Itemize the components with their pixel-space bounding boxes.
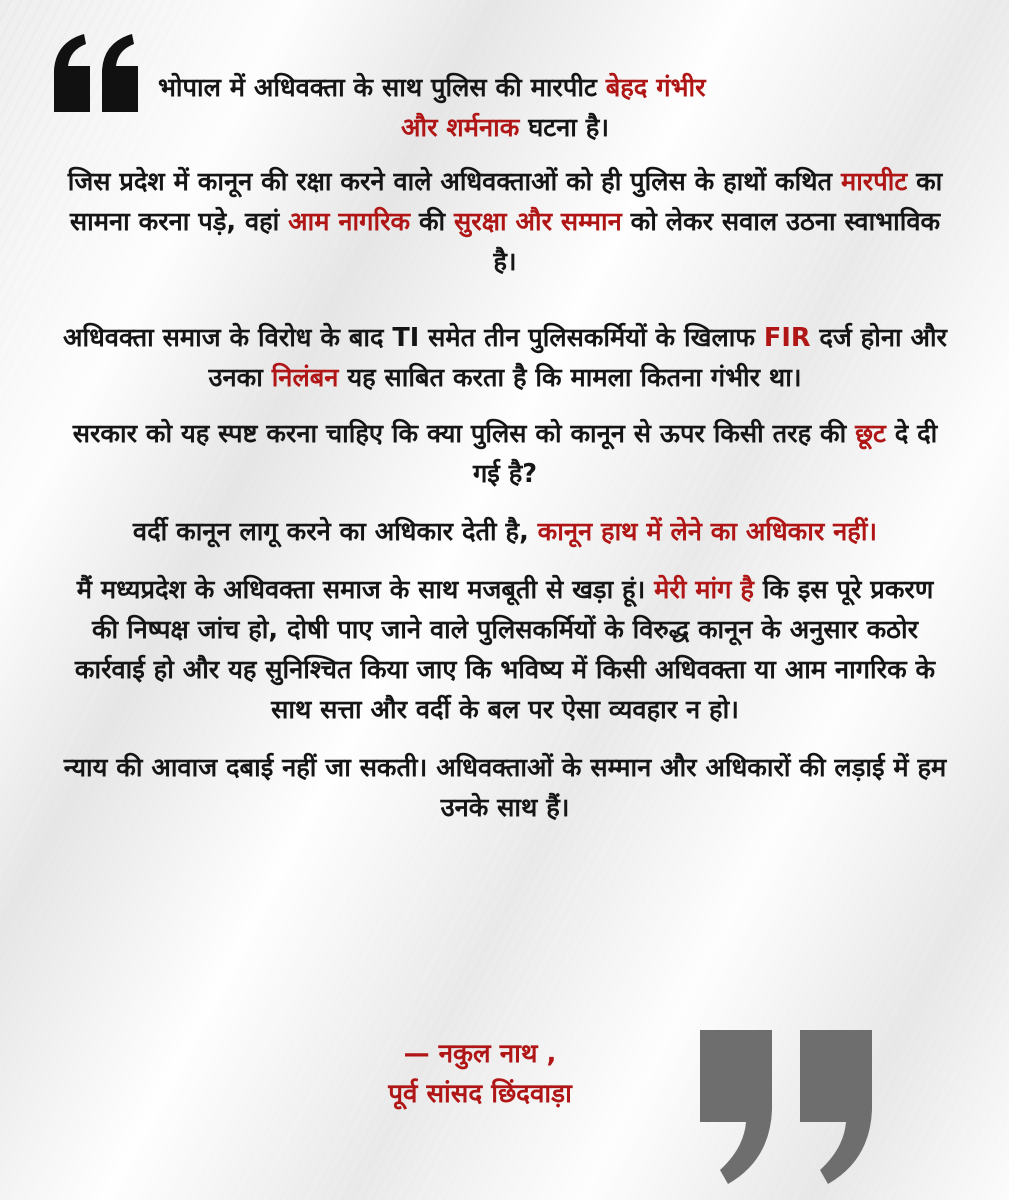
- paragraph-6: मैं मध्यप्रदेश के अधिवक्ता समाज के साथ मजबूती से खड़ा हूं। मेरी मांग है कि इस पूरे प्रकरण की निष्पक्ष जांच हो, दोषी पाए जाने वाले पुलिसकर्मियों के विरुद्ध कानून के अनुसार कठोर कार्रवाई हो और यह सुनिश्चित किया जाए कि भविष्य में किसी अधिवक्ता या आम नागरिक के साथ सत्ता और वर्दी के बल पर ऐसा व्यवहार न हो।: [74, 575, 936, 725]
- paragraph-3: अधिवक्ता समाज के विरोध के बाद TI समेत तीन पुलिसकर्मियों के खिलाफ FIR दर्ज होना और उनका निलंबन यह साबित करता है कि मामला कितना गंभीर था।: [63, 323, 947, 393]
- highlight-immunity: छूट: [855, 419, 886, 449]
- signature-title: पूर्व सांसद छिंदवाड़ा: [388, 1079, 572, 1109]
- paragraph-1: भोपाल में अधिवक्ता के साथ पुलिस की मारपीट बेहद गंभीर और शर्मनाक घटना है।: [158, 73, 706, 143]
- highlight-assault: मारपीट: [840, 167, 908, 197]
- highlight-fir: FIR: [763, 323, 811, 353]
- statement-body: [60, 68, 950, 828]
- highlight-demand: मेरी मांग है: [654, 575, 754, 605]
- quote-close-icon: [692, 1020, 892, 1190]
- highlight-shameful: और शर्मनाक: [401, 113, 520, 143]
- signature-name: — नकुल नाथ ,: [403, 1039, 557, 1069]
- paragraph-2: जिस प्रदेश में कानून की रक्षा करने वाले अधिवक्ताओं को ही पुलिस के हाथों कथित मारपीट का सामना करना पड़े, वहां आम नागरिक की सुरक्षा और सम्मान को लेकर सवाल उठना स्वाभाविक है।: [67, 167, 943, 277]
- highlight-law-in-hand: कानून हाथ में लेने का अधिकार नहीं।: [537, 517, 878, 547]
- paragraph-5: वर्दी कानून लागू करने का अधिकार देती है, कानून हाथ में लेने का अधिकार नहीं।: [132, 517, 878, 547]
- paragraph-4: सरकार को यह स्पष्ट करना चाहिए कि क्या पुलिस को कानून से ऊपर किसी तरह की छूट दे दी गई है?: [72, 419, 938, 489]
- paragraph-7: न्याय की आवाज दबाई नहीं जा सकती। अधिवक्ताओं के सम्मान और अधिकारों की लड़ाई में हम उनके साथ हैं।: [63, 753, 947, 823]
- highlight-safety: सुरक्षा और सम्मान: [454, 207, 622, 237]
- highlight-serious: बेहद गंभीर: [605, 73, 706, 103]
- highlight-citizen: आम नागरिक: [288, 207, 411, 237]
- signature: [280, 1034, 680, 1114]
- highlight-suspension: निलंबन: [271, 363, 339, 393]
